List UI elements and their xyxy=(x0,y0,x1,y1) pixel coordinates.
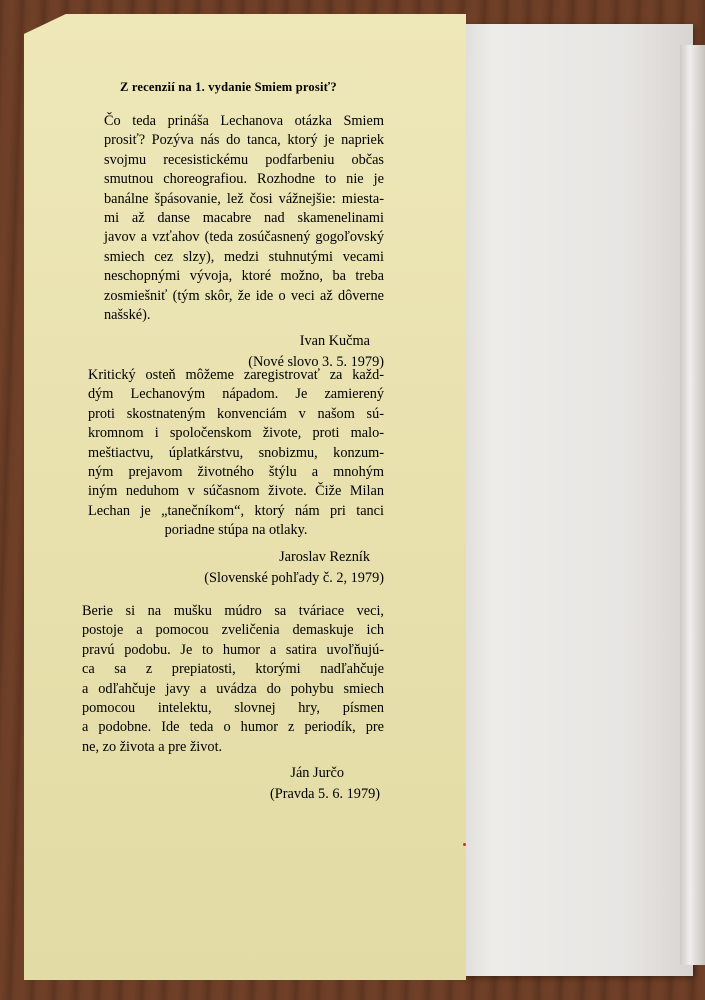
review-line: ným prejavom životného štýlu a mnohým xyxy=(88,464,384,481)
review-line: Čo teda prináša Lechanova otázka Smiem xyxy=(104,113,384,129)
review-line: mi až danse macabre nad skamenelinami xyxy=(104,210,384,227)
review-line: proti skostnateným konvenciám v našom sú- xyxy=(88,405,384,422)
review-line: postoje a pomocou zveličenia demaskuje ich xyxy=(82,622,384,639)
review-line: meštiactvu, úplatkárstvu, snobizmu, konzum- xyxy=(88,444,384,461)
review-line: a odľahčuje javy a uvádza do pohybu smiech xyxy=(82,680,384,697)
review-text xyxy=(88,366,384,541)
review-line: Lechan je „tanečníkom“, ktorý nám pri tanci xyxy=(88,502,384,519)
review-line: neschopnými vývoja, ktoré možno, ba treba xyxy=(104,268,384,285)
review-line: ca sa z prepiatosti, ktorými nadľahčuje xyxy=(82,661,384,678)
review-line: ne, zo života a pre život. xyxy=(82,738,223,755)
book-page-edge xyxy=(680,45,705,965)
flap-heading: Z recenzií na 1. vydanie Smiem prosiť? xyxy=(120,80,337,94)
review-line: Berie si na mušku múdro sa tváriace veci, xyxy=(82,603,384,619)
review-line: smiech cez slzy), medzi stuhnutými vecami xyxy=(104,248,384,265)
review-line: smutnou choreografiou. Rozhodne to nie je xyxy=(104,171,384,188)
review-author: Jaroslav Rezník xyxy=(279,548,370,565)
review-source: (Pravda 5. 6. 1979) xyxy=(270,786,380,803)
review-line: Kritický osteň môžeme zaregistrovať za každ- xyxy=(88,367,384,383)
review-line: a podobne. Ide teda o humor z periodík, pre xyxy=(82,719,384,736)
ink-speck xyxy=(463,843,466,846)
review-author: Ján Jurčo xyxy=(290,765,344,782)
review-ivan-kucma xyxy=(104,112,384,373)
review-jan-jurco xyxy=(82,602,384,805)
review-line: poriadne stúpa na otlaky. xyxy=(164,522,308,539)
review-source: (Slovenské pohľady č. 2, 1979) xyxy=(204,569,384,586)
review-text xyxy=(104,112,384,325)
review-line: kromnom i spoločenskom živote, proti malo- xyxy=(88,425,384,442)
review-line: iným neduhom v súčasnom živote. Čiže Milan xyxy=(88,483,384,500)
review-line: našské). xyxy=(104,307,151,324)
review-jaroslav-reznik xyxy=(88,366,384,589)
review-line: zosmiešniť (tým skôr, že ide o veci až dôverne xyxy=(104,287,384,304)
review-line: svojmu recesistickému podfarbeniu občas xyxy=(104,151,384,168)
review-line: dým Lechanovým nápadom. Je zamierený xyxy=(88,386,384,403)
review-signature xyxy=(82,763,384,805)
review-line: pomocou intelektu, slovnej hry, písmen xyxy=(82,700,384,717)
review-line: prosiť? Pozýva nás do tanca, ktorý je napriek xyxy=(104,132,384,149)
review-source: (Nové slovo 3. 5. 1979) xyxy=(248,354,384,371)
review-author: Ivan Kučma xyxy=(299,333,370,350)
back-book-page xyxy=(455,24,693,976)
review-line: banálne špásovanie, lež čosi vážnejšie: miesta- xyxy=(104,190,384,207)
review-line: pravú podobu. Je to humor a satira uvoľňujú- xyxy=(82,641,384,658)
review-line: javov a vzťahov (teda zosúčasnený gogoľovský xyxy=(104,229,384,246)
review-signature xyxy=(88,547,384,589)
review-text xyxy=(82,602,384,757)
